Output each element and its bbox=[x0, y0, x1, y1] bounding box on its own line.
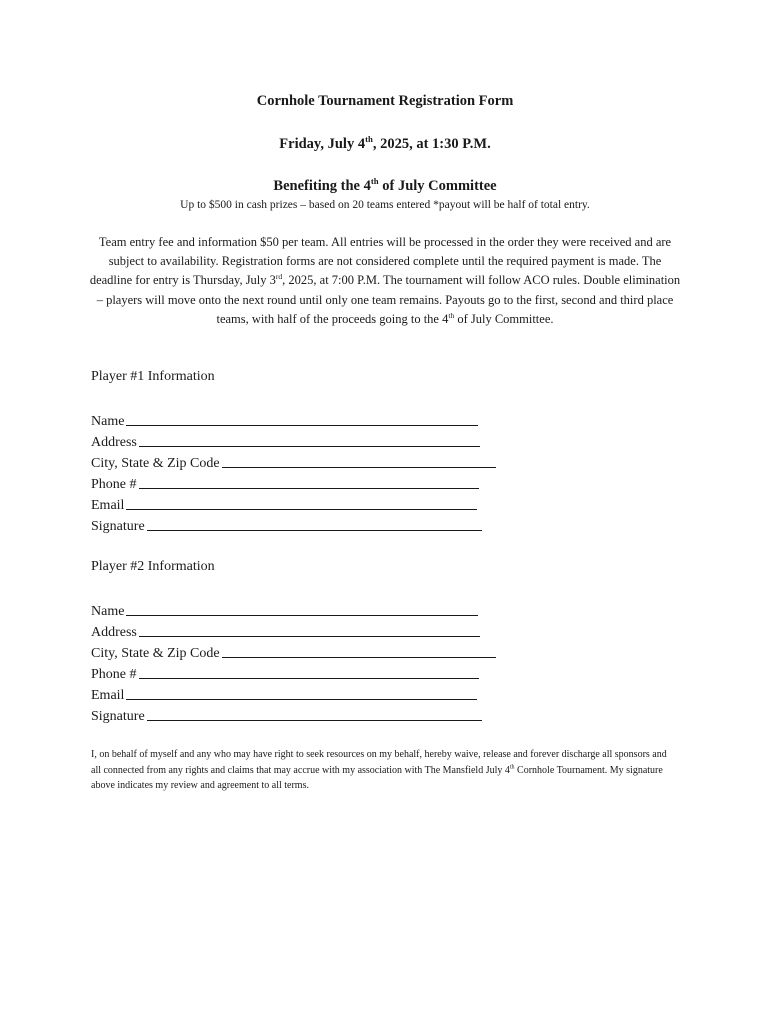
player2-city-line[interactable] bbox=[222, 657, 496, 658]
waiver-part2: Cornhole Tournament. My signature above indicates my review and agreement to all terms. bbox=[91, 764, 663, 791]
player1-city-label: City, State & Zip Code bbox=[91, 456, 220, 471]
player1-city-line[interactable] bbox=[222, 467, 496, 468]
player1-city-field[interactable] bbox=[91, 452, 496, 472]
intro-paragraph bbox=[88, 233, 682, 329]
player1-email-field[interactable] bbox=[91, 494, 477, 514]
player2-heading: Player #2 Information bbox=[91, 559, 215, 574]
player1-name-line[interactable] bbox=[126, 425, 478, 426]
form-title: Cornhole Tournament Registration Form bbox=[256, 93, 514, 109]
player2-phone-field[interactable] bbox=[91, 663, 479, 683]
player2-name-field[interactable] bbox=[91, 600, 478, 620]
player1-signature-field[interactable] bbox=[91, 515, 482, 535]
player2-email-line[interactable] bbox=[126, 699, 477, 700]
player2-address-line[interactable] bbox=[139, 636, 480, 637]
event-date-sup: th bbox=[365, 134, 373, 145]
player1-email-label: Email bbox=[91, 498, 125, 513]
player2-phone-line[interactable] bbox=[139, 678, 479, 679]
player2-phone-label: Phone # bbox=[91, 667, 137, 682]
player1-address-label: Address bbox=[91, 435, 137, 450]
intro-sup2: th bbox=[448, 310, 455, 320]
player2-name-label: Name bbox=[91, 604, 125, 619]
player1-name-field[interactable] bbox=[91, 410, 478, 430]
player1-address-line[interactable] bbox=[139, 446, 480, 447]
intro-sup1: rd bbox=[275, 272, 283, 282]
player1-phone-line[interactable] bbox=[139, 488, 479, 489]
player2-city-field[interactable] bbox=[91, 642, 496, 662]
player2-address-label: Address bbox=[91, 625, 137, 640]
player2-signature-field[interactable] bbox=[91, 705, 482, 725]
player2-signature-line[interactable] bbox=[147, 720, 482, 721]
intro-part1: Team entry fee and information $50 per team. All entries will be processed in the order they were received and are subject to availability. Registration forms are not considered complete until the required payment is made. The deadline for entry is Thursday, July 3 bbox=[89, 235, 672, 288]
player1-name-label: Name bbox=[91, 414, 125, 429]
waiver-sup: th bbox=[509, 764, 515, 771]
waiver-part1: I, on behalf of myself and any who may have right to seek resources on my behalf, hereby waive, release and forever discharge all sponsors and all connected from any rights and claims that may accrue with my association with The Mansfield July 4 bbox=[91, 749, 667, 776]
event-date-prefix: Friday, July 4 bbox=[279, 136, 366, 152]
waiver-paragraph bbox=[91, 747, 671, 794]
intro-part2: , 2025, at 7:00 P.M. The tournament will follow ACO rules. Double elimination – players will move onto the next round until only one team remains. Payouts go to the first, second and third place teams, with half of the proceeds going to the 4 bbox=[96, 273, 681, 326]
event-date-suffix: , 2025, at 1:30 P.M. bbox=[372, 136, 491, 152]
player1-signature-label: Signature bbox=[91, 519, 145, 534]
player2-name-line[interactable] bbox=[126, 615, 478, 616]
player1-phone-label: Phone # bbox=[91, 477, 137, 492]
player1-address-field[interactable] bbox=[91, 431, 480, 451]
player1-signature-line[interactable] bbox=[147, 530, 482, 531]
player2-address-field[interactable] bbox=[91, 621, 480, 641]
event-date bbox=[0, 136, 770, 153]
player1-email-line[interactable] bbox=[126, 509, 477, 510]
benefit-heading bbox=[0, 178, 770, 195]
prize-note: Up to $500 in cash prizes – based on 20 teams entered *payout will be half of total entry. bbox=[180, 199, 590, 211]
player2-city-label: City, State & Zip Code bbox=[91, 646, 220, 661]
player2-email-field[interactable] bbox=[91, 684, 477, 704]
player1-heading: Player #1 Information bbox=[91, 369, 215, 384]
intro-part3: of July Committee. bbox=[454, 311, 554, 326]
player2-email-label: Email bbox=[91, 688, 125, 703]
benefit-suffix: of July Committee bbox=[378, 178, 497, 194]
player2-signature-label: Signature bbox=[91, 709, 145, 724]
benefit-sup: th bbox=[370, 176, 379, 187]
player1-phone-field[interactable] bbox=[91, 473, 479, 493]
benefit-prefix: Benefiting the 4 bbox=[273, 178, 371, 194]
